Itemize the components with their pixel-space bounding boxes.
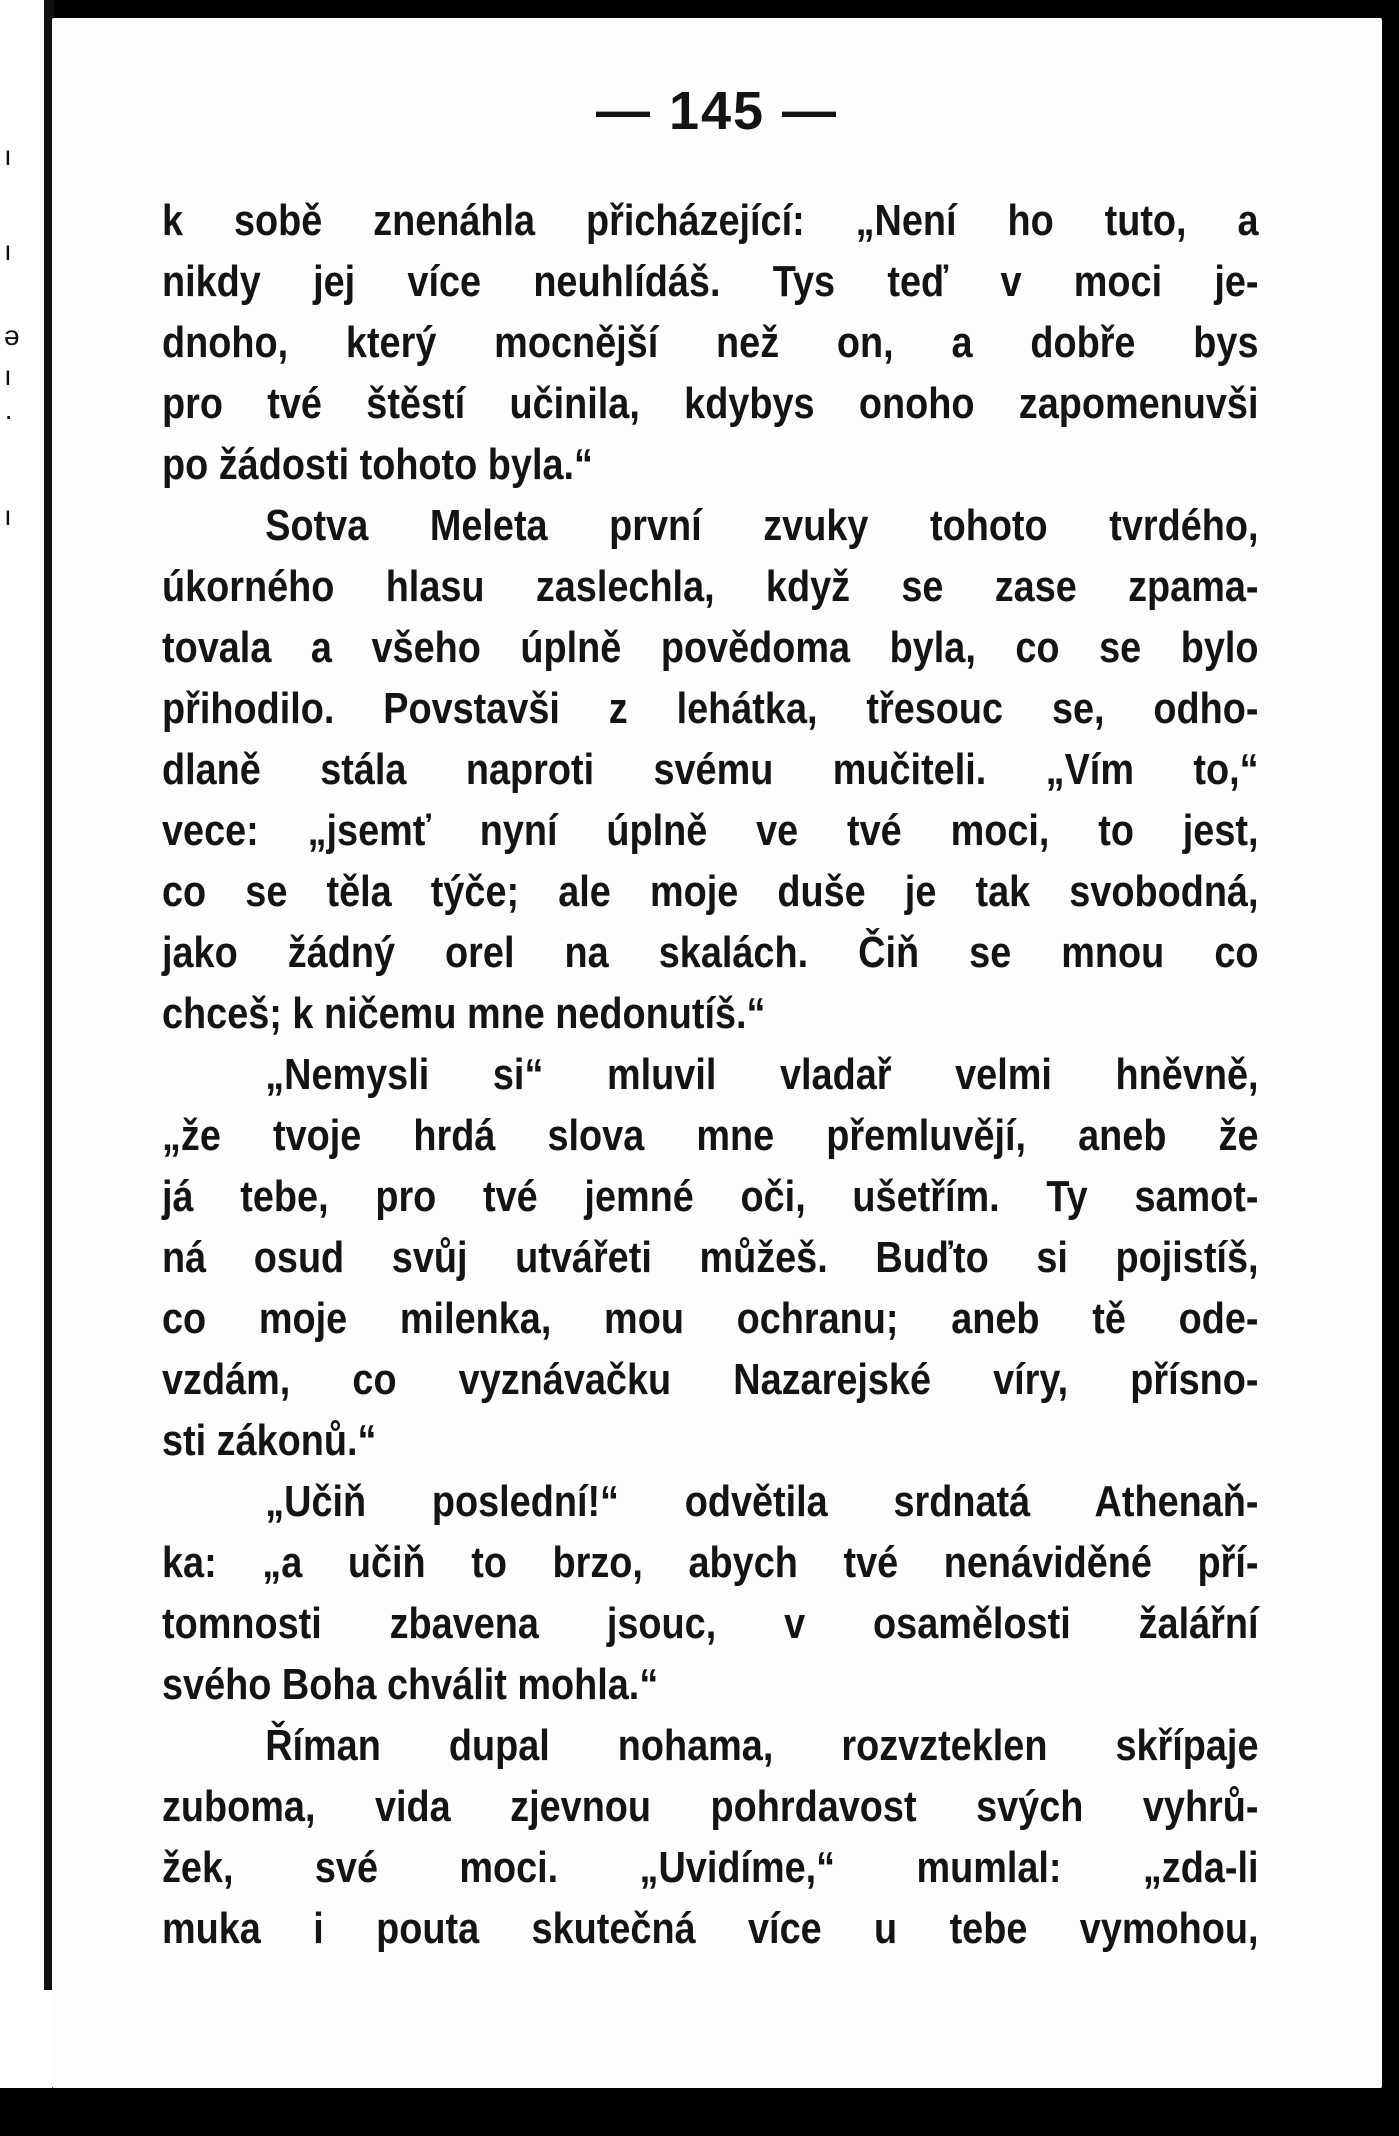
text-line: co se těla týče; ale moje duše je tak svobodná, (162, 867, 1259, 916)
text-line: nikdy jej více neuhlídáš. Tys teď v moci je- (162, 257, 1259, 306)
text-line: tovala a všeho úplně povědoma byla, co se bylo (162, 623, 1259, 672)
margin-mark: ı (4, 360, 12, 391)
text-line: dlaně stála naproti svému mučiteli. „Vím to,“ (162, 745, 1259, 794)
text-line: „Nemysli si“ mluvil vladař velmi hněvně, (265, 1050, 1259, 1099)
text-line: „že tvoje hrdá slova mne přemluvějí, aneb že (162, 1111, 1259, 1160)
text-line: k sobě znenáhla přicházející: „Není ho tuto, a (162, 196, 1259, 245)
text-line: po žádosti tohoto byla.“ (162, 440, 593, 489)
text-line: pro tvé štěstí učinila, kdybys onoho zapomenuvši (162, 379, 1259, 428)
text-line: svého Boha chválit mohla.“ (162, 1660, 659, 1709)
margin-mark: ı (4, 235, 12, 266)
margin-mark: · (4, 400, 14, 431)
page-number: — 145 — (595, 81, 839, 141)
text-line: sti zákonů.“ (162, 1416, 377, 1465)
text-line: já tebe, pro tvé jemné oči, ušetřím. Ty samot- (162, 1172, 1259, 1221)
text-line: jako žádný orel na skalách. Čiň se mnou co (162, 928, 1259, 977)
text-line: muka i pouta skutečná více u tebe vymohou, (162, 1904, 1259, 1953)
book-page (52, 18, 1382, 2088)
text-line: přihodilo. Povstavši z lehátka, třesouc se, odho- (162, 684, 1259, 733)
text-line: Říman dupal nohama, rozvzteklen skřípaje (265, 1721, 1259, 1770)
body-text (162, 190, 1259, 1959)
text-line: úkorného hlasu zaslechla, když se zase zpama- (162, 562, 1259, 611)
margin-mark: ı (4, 140, 12, 171)
text-line: vece: „jsemť nyní úplně ve tvé moci, to jest, (162, 806, 1259, 855)
text-line: zuboma, vida zjevnou pohrdavost svých vyhrů- (162, 1782, 1259, 1831)
text-line: Sotva Meleta první zvuky tohoto tvrdého, (265, 501, 1259, 550)
text-line: dnoho, který mocnější než on, a dobře bys (162, 318, 1259, 367)
text-line: „Učiň poslední!“ odvětila srdnatá Athenaň- (265, 1477, 1259, 1526)
scan-border (0, 2088, 1399, 2136)
text-line: ka: „a učiň to brzo, abych tvé nenáviděné pří- (162, 1538, 1259, 1587)
text-line: žek, své moci. „Uvidíme,“ mumlal: „zda-li (162, 1843, 1259, 1892)
text-line: co moje milenka, mou ochranu; aneb tě ode- (162, 1294, 1259, 1343)
margin-mark: ə (4, 320, 20, 351)
text-line: chceš; k ničemu mne nedonutíš.“ (162, 989, 766, 1038)
text-line: vzdám, co vyznávačku Nazarejské víry, přísno- (162, 1355, 1259, 1404)
text-line: ná osud svůj utvářeti můžeš. Buďto si pojistíš, (162, 1233, 1259, 1282)
text-line: tomnosti zbavena jsouc, v osamělosti žalářní (162, 1599, 1259, 1648)
margin-mark: ı (4, 500, 12, 531)
